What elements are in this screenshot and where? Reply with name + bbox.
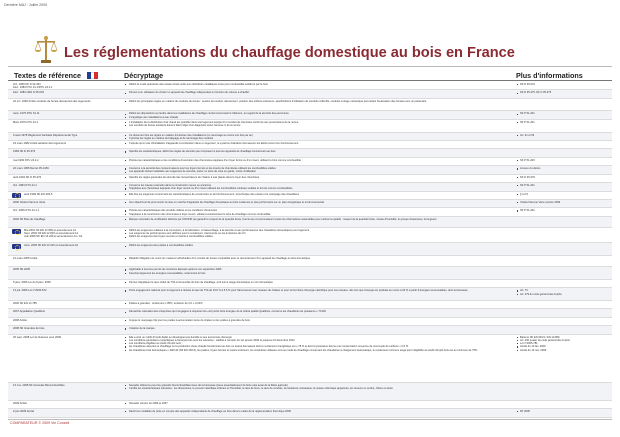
decryptage-cell [124, 193, 508, 196]
reference-cell [13, 209, 125, 212]
info-bullet: § 4.2.6 [516, 193, 612, 196]
decryptage-cell [124, 142, 508, 145]
header-references: Textes de référence [14, 71, 81, 80]
decryptage-bullet: Poêles à granulés : rendement ≥ 85%, émission de CO ≤ 0,04% [124, 302, 508, 305]
decryptage-bullet: Applicable à tous les permis de construire déposés après le 1er septembre 2006 [124, 268, 508, 271]
decryptage-cell [124, 336, 508, 352]
decryptage-bullet: Création de la marque [124, 327, 508, 330]
header-more-info: Plus d'informations [516, 71, 583, 80]
decryptage-cell [124, 201, 508, 204]
scales-of-justice-icon [34, 35, 58, 65]
table-row [8, 301, 612, 309]
decryptage-cell [124, 244, 508, 247]
table-row [8, 383, 612, 401]
reference-text: 22 oct. 1969 Arrêté conduits de fumée desservant des logements [13, 99, 91, 103]
decryptage-bullet: Définit les exigences des foyers ouverts et inserts à combustibles solides [124, 235, 508, 238]
table-row [8, 409, 612, 417]
info-cell [516, 201, 612, 204]
decryptage-bullet: Ce document fixe les règles en matière d'entretien des installations (un ramonage au moins une fois par an) [124, 134, 508, 137]
reference-text: Mai 2001 NF EN 12 809 et amendement A1 [24, 229, 77, 232]
reference-cell [13, 150, 125, 153]
last-update-label: Dernière MAJ : Juillet 2009 [4, 3, 48, 7]
reference-cell [24, 229, 136, 239]
reference-text: 2007 Appellation Qualibois [13, 310, 45, 314]
reference-cell [13, 100, 125, 103]
page-title: Les réglementations du chauffage domestique au bois en France [64, 45, 515, 61]
decryptage-bullet: Les exigences de performances sont définies pour le rendement, l'autonomie ou les émissions de CO [124, 232, 508, 235]
reference-text: 13 nov. 2008 NF Granulés Biocombustibles [13, 383, 65, 387]
decryptage-bullet: Favorise largement les énergies renouvelables, notamment le bois [124, 272, 508, 275]
reference-cell [13, 112, 125, 115]
decryptage-cell [124, 229, 508, 239]
table-row [8, 326, 612, 334]
reference-cell [13, 384, 125, 387]
info-bullet: Art. 31 et 53 [516, 134, 612, 137]
table-row [8, 335, 612, 383]
reference-text: 2002 NF Bois de chauffage [13, 217, 46, 221]
info-cell [516, 176, 612, 179]
table-row [8, 217, 612, 228]
reference-text: 2005 NF 2005 [13, 268, 31, 272]
decryptage-bullet: S'applique à la construction des cheminées à foyer ouvert, utilisant exclusivement le bois de chauffage comme combustible [124, 213, 508, 216]
info-bullet: NF P 51-203 [516, 159, 612, 162]
decryptage-bullet: Permet à un utilisateur de choisir un appareil de chauffage indépendant en fonction du volume à chauffer [124, 91, 508, 94]
reference-text: Févr. 1983 DTU 24.1/DTU 24.2.1 [13, 86, 53, 90]
decryptage-cell [124, 83, 508, 86]
decryptage-bullet: Spécifie les caractéristiques, définit les règles de sécurité que s'imposent à tous les appareils de chauffage fonctionnant au bois [124, 150, 508, 153]
table-row [8, 166, 612, 174]
reference-text: 26 sept. 2008 Loi de finances pour 2009 [13, 335, 61, 339]
reference-text: mai 1993 DTU 24.2.2 [13, 158, 39, 162]
info-cell [516, 336, 612, 352]
decryptage-bullet: Précise les caractéristiques et les conditions d'exécution des cheminées équipées d'un foyer fermé ou d'un insert, utilisant le bois comme combustible [124, 159, 508, 162]
decryptage-bullet: Précise les caractéristiques des produits utilisés et les conditions d'exécution [124, 209, 508, 212]
decryptage-bullet: Nouvelle version du 2006 et 2007 [124, 402, 508, 405]
decryptage-bullet: Les conditions éligibles au crédit d'impôt sont : [124, 342, 508, 345]
title-divider [8, 66, 612, 67]
decryptage-bullet: Spécifie les règles générales de sécurité des récupérateurs de chaleur à eau placés dans le foyer des cheminées [124, 176, 508, 179]
french-flag-icon [87, 72, 98, 79]
reference-text: 9 juin 2009 Arrêté [13, 410, 35, 414]
footer-copyright: COMPARATEUR © 2009 Vie Conseil [10, 421, 70, 425]
decryptage-cell [124, 402, 508, 405]
reference-text: Oct. 1984 DTU 24.1 [13, 184, 37, 188]
info-cell [516, 91, 612, 94]
decryptage-bullet: Elle a créé un crédit d'impôt dédié au développement durable et aux économies d'énergie [124, 336, 508, 339]
decryptage-cell [124, 218, 508, 221]
decryptage-bullet: Définit les dispositions à prendre dans les installations de chauffage central concernant le bâtiment, au regard de la sécurité des personnes [124, 112, 508, 115]
reference-cell [13, 167, 125, 170]
decryptage-cell [124, 150, 508, 153]
reference-cell [13, 257, 125, 260]
info-bullet: NF P 51-201 [516, 121, 612, 124]
reference-cell [13, 319, 125, 322]
reference-text: Oct. 2006 DTU 24.1.1 [13, 209, 40, 213]
info-bullet: RT 2005 [516, 410, 612, 413]
decryptage-cell [124, 281, 508, 284]
table-row [8, 243, 612, 256]
table-row [8, 256, 612, 267]
table-row [8, 228, 612, 243]
reference-text: Juin 2005 NF EN 13 229 et amendement A1 / A2 [24, 235, 83, 239]
decryptage-bullet: Les conduits de fumée existants doivent faire l'objet d'un diagnostic selon l'annexe C de la norme [124, 124, 508, 127]
info-bullet: Art. 76 [516, 289, 612, 292]
decryptage-bullet: Concerne les travaux exécutés dans la construction neuve ou ancienne [124, 184, 508, 187]
reference-text: 13 juil. 2006 Loi n°2006-872 [13, 289, 47, 293]
reference-cell [13, 91, 125, 94]
decryptage-bullet: Rétablit l'obligation de munir les maisons individuelles d'un conduit de fumée compatible avec le raccordement d'un appareil de chauffage au bois domestique [124, 257, 508, 260]
table-row [8, 149, 612, 157]
decryptage-bullet: Marque volontaire de certification délivrée par l'AFNOR qui garantit le respect de la quantité livrée, fournit aux consommateurs toutes les informations essentielles pour estimer la qualité : respect de la quantité livrée, niveau d'humidité, le groupe d'essences, la longueur [124, 218, 508, 221]
info-cell [516, 184, 612, 187]
decryptage-bullet: Définit les exigences relatives à la conception, à la fabrication, à l'assemblage, à la sécurité et aux performances des chaudières domestiques pour logement [124, 229, 508, 232]
reference-cell [13, 302, 125, 305]
info-cell [516, 83, 612, 86]
decryptage-cell [124, 302, 508, 305]
reference-cell [13, 327, 125, 330]
decryptage-cell [124, 121, 508, 127]
decryptage-cell [124, 159, 508, 162]
table-row [8, 111, 612, 119]
table-row [8, 90, 612, 98]
reference-text: août 1999 NF EN 303-5 [24, 192, 53, 196]
reference-text: 2008 NF Granulés de bois [13, 327, 45, 331]
info-bullet: NF D 35-376 [516, 176, 612, 179]
eu-flag-icon [12, 229, 21, 234]
reference-text: 9 août 1978 Règlement Sanitaire Départemental Type [13, 133, 78, 137]
reference-text: 2009 Arrêté [13, 401, 27, 405]
table-row [8, 192, 612, 200]
decryptage-cell [124, 327, 508, 330]
reference-cell [24, 193, 136, 196]
table-row [8, 208, 612, 216]
decryptage-cell [124, 410, 508, 413]
decryptage-bullet: Définit les exigences des poêles à combustibles solides [124, 244, 508, 247]
reference-cell [13, 281, 125, 284]
regulations-table [8, 82, 612, 418]
reference-text: Févr. 1983 CEN D 35-003 [13, 91, 44, 95]
info-cell [516, 167, 612, 170]
decryptage-bullet: les chaudières assurant le chauffage ou la production d'eau chaude fonctionnant au bois ou autres biomasses dont le rendement énergétique est ≥ 78 % et dont la puissance donne une concentration moyenne de monoxyde de carbone ≤ 0,6 % [124, 345, 508, 348]
reference-text: 1983 NF D 35-376 [13, 150, 36, 154]
info-bullet: NF P 51-202 [516, 209, 612, 212]
decryptage-bullet: Les appareils doivent satisfaire aux exigences de sécurité, porter un texte de mise en garde, notice d'utilisation [124, 170, 508, 173]
reference-cell [13, 402, 125, 405]
info-bullet: NF P 51-201 [516, 184, 612, 187]
footer-divider [8, 419, 612, 420]
table-row [8, 99, 612, 112]
reference-text: 2000 Charte Flamme Verte [13, 200, 46, 204]
info-cell [516, 209, 612, 212]
decryptage-cell [124, 91, 508, 94]
decryptage-cell [124, 319, 508, 322]
reference-text: Mars 1976 DTU 24.1 [13, 120, 38, 124]
reference-text: Janv. 1975 DTU 61.11 [13, 112, 40, 116]
decryptage-bullet: Impose le marquage CE pour les poêles à accumulation lente de chaleur et les poêles à granulés de bois [124, 319, 508, 322]
reference-text: août 1994 NF D 35-376 [13, 175, 42, 179]
reference-cell [13, 218, 125, 221]
decryptage-bullet: Certifie les caractéristiques suivantes : les dimensions, le pouvoir calorifique inférieur et l'humidité, le taux de fines, le taux de cendres, la résistance mécanique, la masse volumique apparente, les teneurs en soufre, chlore et azote [124, 387, 508, 390]
info-bullet: Loi n°2005-781 [516, 342, 612, 345]
decryptage-cell [124, 257, 508, 260]
info-bullet: Charte Flamme Verte version 2009 [516, 201, 612, 204]
info-bullet: NF D 35-001 [516, 83, 612, 86]
info-cell [516, 410, 612, 413]
decryptage-cell [124, 310, 508, 313]
decryptage-bullet: Il s'applique aux installations à eau chaude [124, 116, 508, 119]
info-bullet: Arrêté du 13 nov. 2009 [516, 349, 612, 352]
reference-cell [13, 176, 125, 179]
reference-cell [13, 268, 125, 271]
table-row [8, 318, 612, 326]
decryptage-cell [124, 112, 508, 118]
table-row [8, 280, 612, 288]
reference-cell [13, 121, 125, 124]
reference-text: Sept. 2002 NF EN 12 815 et amendement A1 [24, 232, 79, 236]
decryptage-bullet: Les conditions générales et spécifiques à l'énergie bois sont les suivantes : validité à compter du 1er janvier 2009 et jusqu'au 31 décembre 2012 [124, 339, 508, 342]
decryptage-bullet: Décrit les modalités de prise en compte des appareils indépendants de chauffage au bois dans le cadre de la réglementation thermique 2005 [124, 410, 508, 413]
table-row [8, 288, 612, 301]
info-bullet: Barème NF EN 303-5 / EN 12-809 [516, 336, 612, 339]
eu-flag-icon [12, 244, 21, 249]
info-bullet: Arrêté du 13 fév. 2009 [516, 345, 612, 348]
info-bullet: NF P 51-201 [516, 112, 612, 115]
reference-cell [13, 410, 125, 413]
eu-flag-icon [12, 193, 21, 198]
reference-text: Janv. 2005 NF EN 13 240 et amendement A2 [24, 244, 79, 248]
reference-cell [24, 244, 136, 247]
table-row [8, 309, 612, 317]
header-decryptage: Décryptage [124, 71, 164, 80]
table-row [8, 401, 612, 409]
table-row [8, 175, 612, 183]
info-cell [516, 134, 612, 137]
info-cell [516, 289, 612, 295]
reference-cell [13, 310, 125, 313]
decryptage-cell [124, 167, 508, 173]
info-bullet: Art. 200 quater du code général des impôts [516, 339, 612, 342]
reference-text: 2008 Arrêté [13, 318, 27, 322]
decryptage-bullet: Définit le mode opératoire des essais à faire subir aux calorifères métalliques à feu pour combustible solide lié par le bois [124, 83, 508, 86]
reference-text: 22 mars 1995 Décret 95-1369 [13, 167, 49, 171]
info-cell [516, 159, 612, 162]
table-row [8, 82, 612, 90]
decryptage-cell [124, 384, 508, 390]
table-row [8, 133, 612, 141]
reference-text: Oct. 1969 NF D 32-301 [13, 83, 41, 86]
reference-cell [13, 201, 125, 204]
decryptage-bullet: Définit les principales règles en matière de conduits de fumée : section de conduit, dévoiement, position des orifices extérieurs, spécifications d'utilisation de conduits collectifs, conduits à tirage mécanique permettant l'évacuation des fumées vers un partenaire [124, 100, 508, 103]
table-row [8, 200, 612, 208]
table-row [8, 267, 612, 280]
decryptage-bullet: Son objectif est de promouvoir la mise en marché d'appareils de chauffage domestique au bois modernes et plus performants sur un plan énergétique et environnemental [124, 201, 508, 204]
info-cell [516, 193, 612, 196]
table-row [8, 141, 612, 149]
decryptage-bullet: les chaudières bois domestiques ≥ 300 kW (NF EN 303-5), les poêles, foyers fermés et inserts intérieurs, les cuisinières utilisées comme mode de chauffage concernant les chaudières à chargement automatique, le rendement minimum exigé pour l'éligibilité au crédit d'impôt bois est au minimum de 75% [124, 349, 508, 352]
info-cell [516, 112, 612, 115]
info-bullet: Art. 279 du code général des impôts [516, 293, 612, 296]
info-bullet: Annexe du décret [516, 167, 612, 170]
info-cell [516, 121, 612, 124]
reference-cell [13, 289, 125, 292]
decryptage-bullet: Nouvelle référence pour les granulés biocombustibles issus de la biomasse (issus essentiellement du bois mais aussi de la filière agricole) [124, 384, 508, 387]
header-divider [8, 80, 612, 81]
reference-cell [13, 142, 125, 145]
reference-cell [13, 159, 125, 162]
reference-text: 5 janv. 2006 Loi du 5 janv. 2006 [13, 280, 51, 284]
decryptage-bullet: Il stipule qu'en cas d'installation d'appareils à combustion dans un logement, le système d'aération doit assurer les débits à leur bon fonctionnement [124, 142, 508, 145]
reference-text: 21 mars 2005 Arrêté [13, 257, 38, 261]
table-row [8, 158, 612, 166]
reference-cell [13, 83, 125, 89]
reference-text: 2006 NF EN 14 785 [13, 302, 37, 306]
decryptage-bullet: Démarche volontaire des entreprises qui s'engagent à respecter les «10 points forts énergie» de la charte qualité Qualibois, concerne les chaudières de puissance ≤ 70 kW [124, 310, 508, 313]
decryptage-bullet: Permet d'appliquer le taux réduit de TVA à l'ensemble du bois de chauffage, qu'il soit à usage domestique ou non domestique [124, 281, 508, 284]
reference-cell [13, 134, 125, 137]
reference-cell [13, 336, 125, 339]
decryptage-cell [124, 176, 508, 179]
decryptage-bullet: Concerne à la sécurité des consommateurs pour les foyers fermés et les inserts de cheminées utilisant les combustibles solides [124, 167, 508, 170]
decryptage-bullet: S'applique aux cheminées équipées d'un foyer ouvert ou d'un insert utilisant les combustibles minéraux solides et le bois comme combustibles [124, 187, 508, 190]
decryptage-cell [124, 134, 508, 140]
reference-cell [13, 184, 125, 187]
decryptage-cell [124, 184, 508, 190]
decryptage-cell [124, 268, 508, 274]
info-bullet: NF D 35-375, NF D 35-375 [516, 91, 612, 94]
decryptage-bullet: Porte engagement national pour le logement à réduire le taux de TVA de 19,6 % à 5,5 % pour l'abonnement aux réseaux de chaleur et pour la fourniture d'énergie calorifique pour ces réseaux, dès lors que l'énergie est produite au moins à 60 % à partir d'énergies renouvelables, dont la biomasse [124, 289, 508, 292]
decryptage-cell [124, 289, 508, 292]
decryptage-cell [124, 100, 508, 103]
reference-text: 23 mars 1982 Arrêté aération des logements [13, 141, 67, 145]
decryptage-cell [124, 209, 508, 215]
decryptage-bullet: L'installation de la distribution d'air chaud est possible dans tout logement équipé d'un conduit de cheminée conforme aux prescriptions de la norme [124, 121, 508, 124]
table-row [8, 120, 612, 133]
decryptage-bullet: Il précise les règles en matière de balayage et de ramonage des conduits [124, 137, 508, 140]
table-row [8, 183, 612, 191]
decryptage-bullet: Elle fixe les exigences concernant les caractéristiques de construction et de fonctionnement, la technique des essais et le marquage des chaudières [124, 193, 508, 196]
